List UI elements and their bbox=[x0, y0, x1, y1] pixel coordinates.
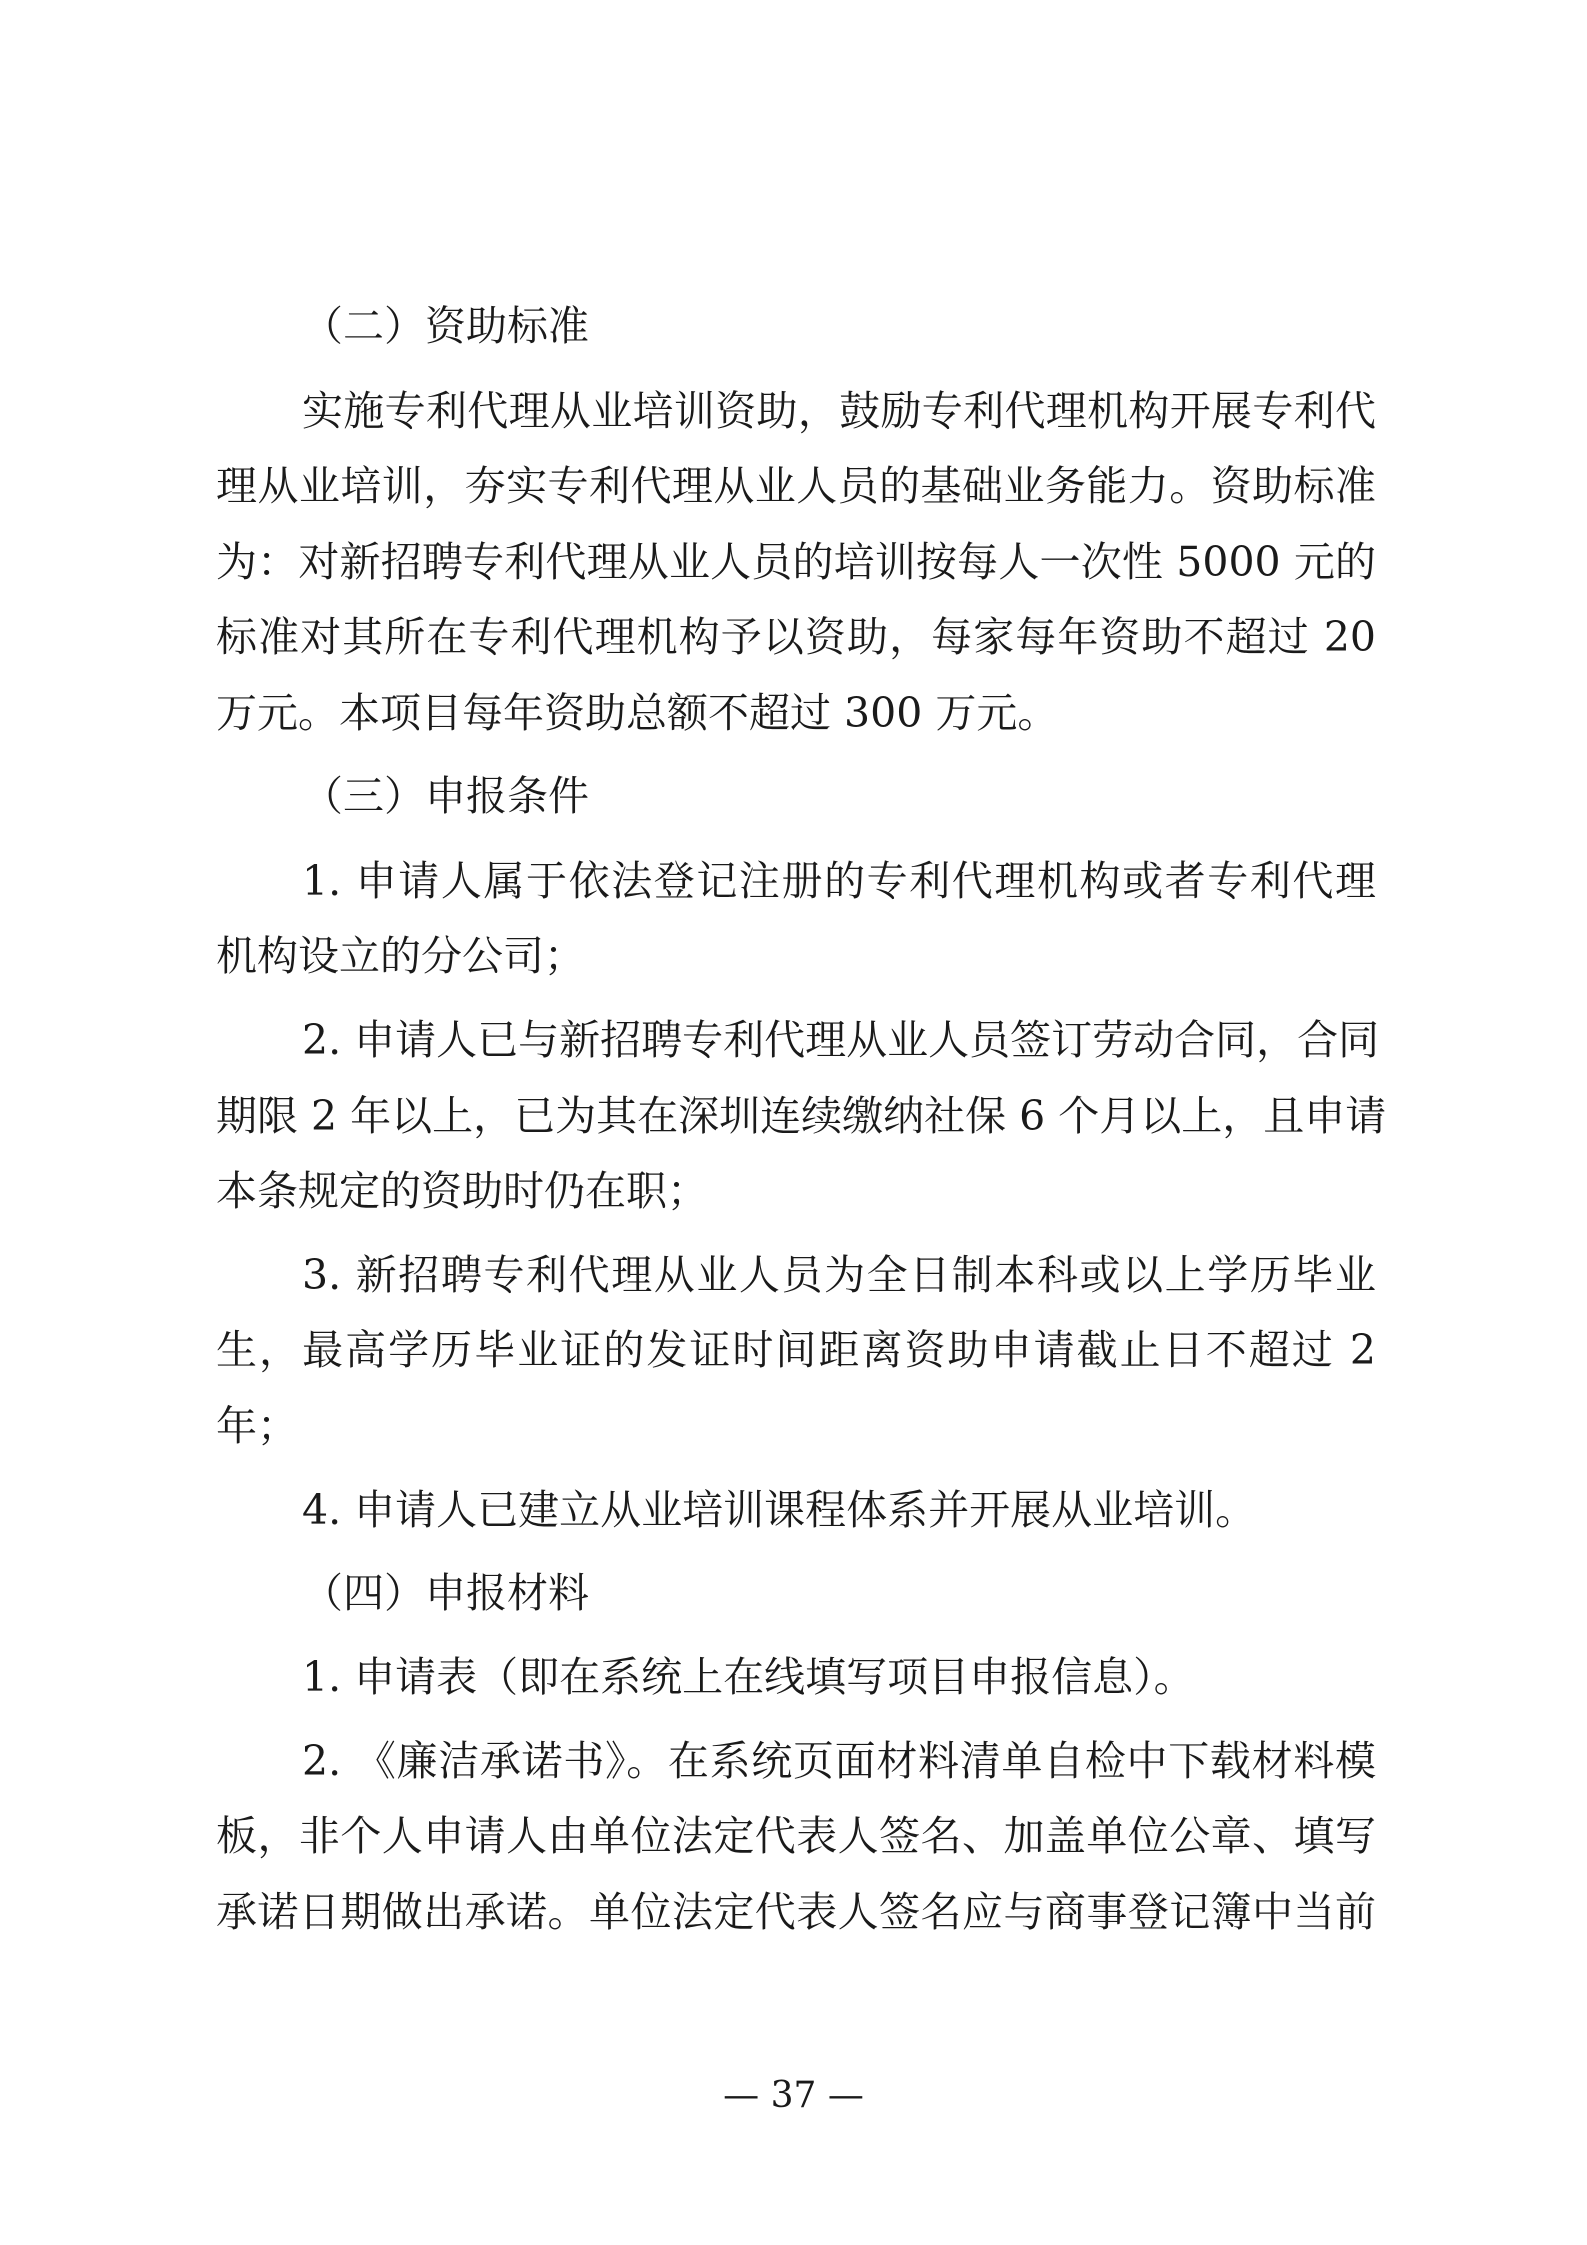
material-line: 1. 申请表（即在系统上在线填写项目申报信息）。 bbox=[302, 1653, 1195, 1701]
condition-line: 3. 新招聘专利代理从业人员为全日制本科或以上学历毕业 bbox=[302, 1251, 1376, 1299]
paragraph-line: 理从业培训，夯实专利代理从业人员的基础业务能力。资助标准 bbox=[216, 462, 1376, 510]
section-heading-funding-standard: （二）资助标准 bbox=[302, 302, 589, 350]
condition-line: 机构设立的分公司； bbox=[216, 932, 585, 980]
condition-line: 4. 申请人已建立从业培训课程体系并开展从业培训。 bbox=[302, 1486, 1257, 1534]
paragraph-line: 实施专利代理从业培训资助，鼓励专利代理机构开展专利代 bbox=[302, 387, 1376, 435]
condition-line: 2. 申请人已与新招聘专利代理从业人员签订劳动合同，合同 bbox=[302, 1016, 1380, 1064]
paragraph-line: 万元。本项目每年资助总额不超过 300 万元。 bbox=[216, 689, 1059, 737]
section-heading-application-conditions: （三）申报条件 bbox=[302, 772, 589, 820]
condition-line: 1. 申请人属于依法登记注册的专利代理机构或者专利代理 bbox=[302, 857, 1376, 905]
section-heading-application-materials: （四）申报材料 bbox=[302, 1569, 589, 1617]
material-line: 承诺日期做出承诺。单位法定代表人签名应与商事登记簿中当前 bbox=[216, 1888, 1376, 1936]
material-line: 2. 《廉洁承诺书》。在系统页面材料清单自检中下载材料模 bbox=[302, 1737, 1376, 1785]
condition-line: 年； bbox=[216, 1402, 298, 1450]
material-line: 板，非个人申请人由单位法定代表人签名、加盖单位公章、填写 bbox=[216, 1812, 1376, 1860]
paragraph-line: 为：对新招聘专利代理从业人员的培训按每人一次性 5000 元的 bbox=[216, 538, 1376, 586]
condition-line: 期限 2 年以上，已为其在深圳连续缴纳社保 6 个月以上，且申请 bbox=[216, 1092, 1387, 1140]
paragraph-line: 标准对其所在专利代理机构予以资助，每家每年资助不超过 20 bbox=[216, 613, 1376, 661]
condition-line: 生，最高学历毕业证的发证时间距离资助申请截止日不超过 2 bbox=[216, 1326, 1376, 1374]
condition-line: 本条规定的资助时仍在职； bbox=[216, 1167, 708, 1215]
page-number: — 37 — bbox=[723, 2075, 864, 2116]
